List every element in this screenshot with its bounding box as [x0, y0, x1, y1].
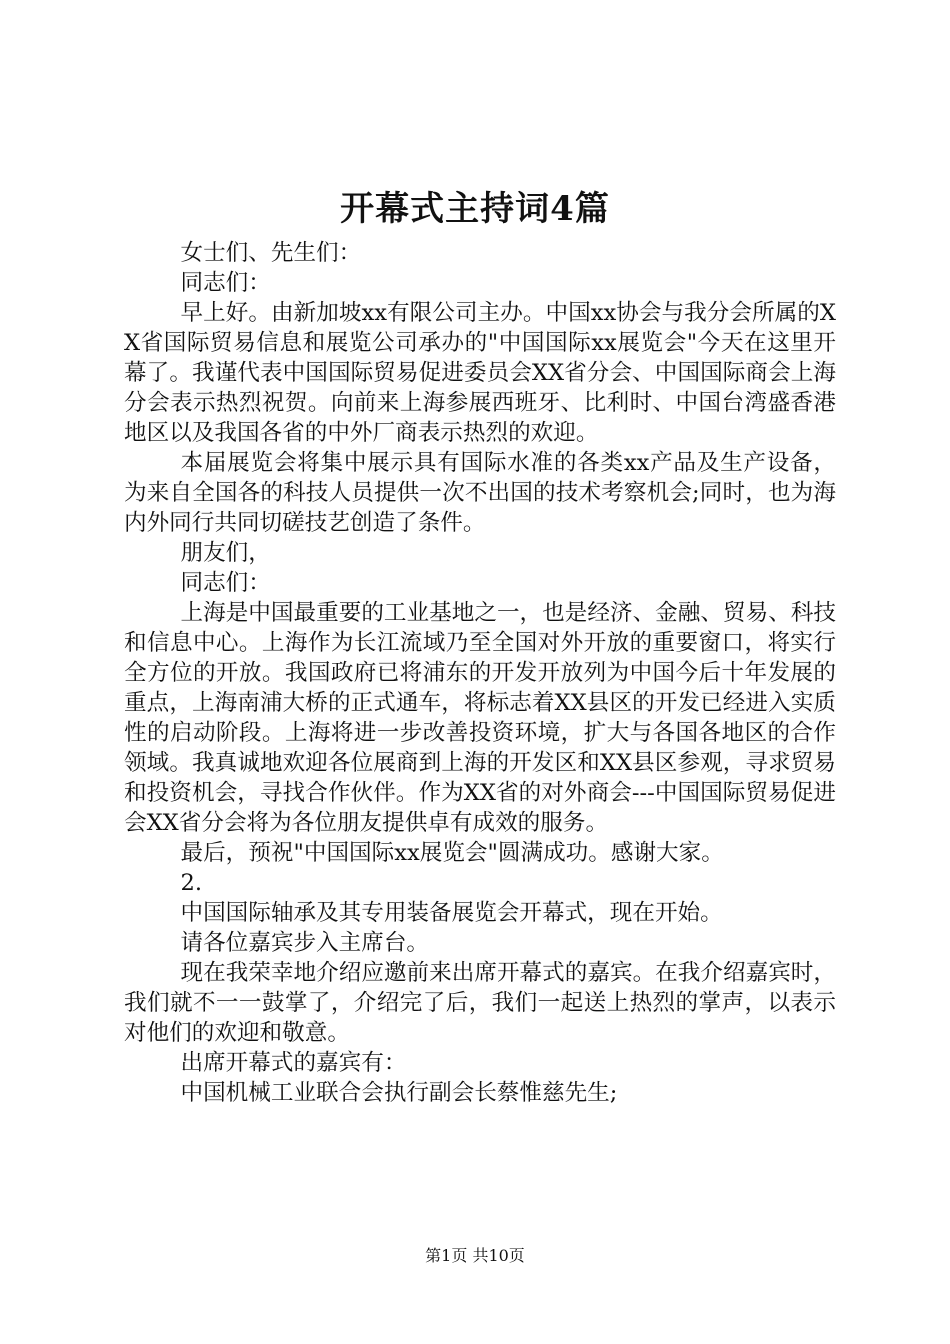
paragraph: 出席开幕式的嘉宾有： — [180, 1050, 407, 1076]
paragraph: 上海是中国最重要的工业基地之一，也是经济、金融、贸易、科技和信息中心。上海作为长江流域乃至全国对外开放的重要窗口，将实行全方位的开放。我国政府已将浦东的开发开放列为中国今后十年发展的重点，上海南浦大桥的正式通车，将标志着XX县区的开发已经进入实质性的启动阶段。上海将进一步改善投资环境，扩大与各国各地区的合作领域。我真诚地欢迎各位展商到上海的开发区和XX县区参观，寻求贸易和投资机会，寻找合作伙伴。作为XX省的对外商会---中国国际贸易促进会XX省分会将为各位朋友提供卓有成效的服务。 — [124, 600, 836, 836]
paragraph: 2. — [180, 870, 203, 896]
paragraph: 中国国际轴承及其专用装备展览会开幕式，现在开始。 — [180, 900, 723, 926]
paragraph: 现在我荣幸地介绍应邀前来出席开幕式的嘉宾。在我介绍嘉宾时，我们就不一一鼓掌了，介绍完了后，我们一起送上热烈的掌声，以表示对他们的欢迎和敬意。 — [124, 960, 836, 1046]
paragraph: 本届展览会将集中展示具有国际水准的各类xx产品及生产设备，为来自全国各的科技人员提供一次不出国的技术考察机会;同时，也为海内外同行共同切磋技艺创造了条件。 — [124, 450, 836, 536]
paragraph: 请各位嘉宾步入主席台。 — [180, 930, 430, 956]
document-body — [124, 238, 836, 1108]
paragraph: 中国机械工业联合会执行副会长蔡惟慈先生; — [180, 1080, 618, 1106]
paragraph: 同志们： — [180, 570, 271, 596]
paragraph: 朋友们， — [180, 540, 271, 566]
paragraph: 早上好。由新加坡xx有限公司主办。中国xx协会与我分会所属的XX省国际贸易信息和展览公司承办的"中国国际xx展览会"今天在这里开幕了。我谨代表中国国际贸易促进委员会XX省分会、中国国际商会上海分会表示热烈祝贺。向前来上海参展西班牙、比利时、中国台湾盛香港地区以及我国各省的中外厂商表示热烈的欢迎。 — [124, 300, 836, 446]
paragraph: 女士们、先生们： — [180, 240, 362, 266]
paragraph: 最后，预祝"中国国际xx展览会"圆满成功。感谢大家。 — [180, 840, 724, 866]
page-footer: 第1页 共10页 — [425, 1246, 525, 1265]
document-title: 开幕式主持词4篇 — [340, 189, 610, 229]
paragraph: 同志们： — [180, 270, 271, 296]
